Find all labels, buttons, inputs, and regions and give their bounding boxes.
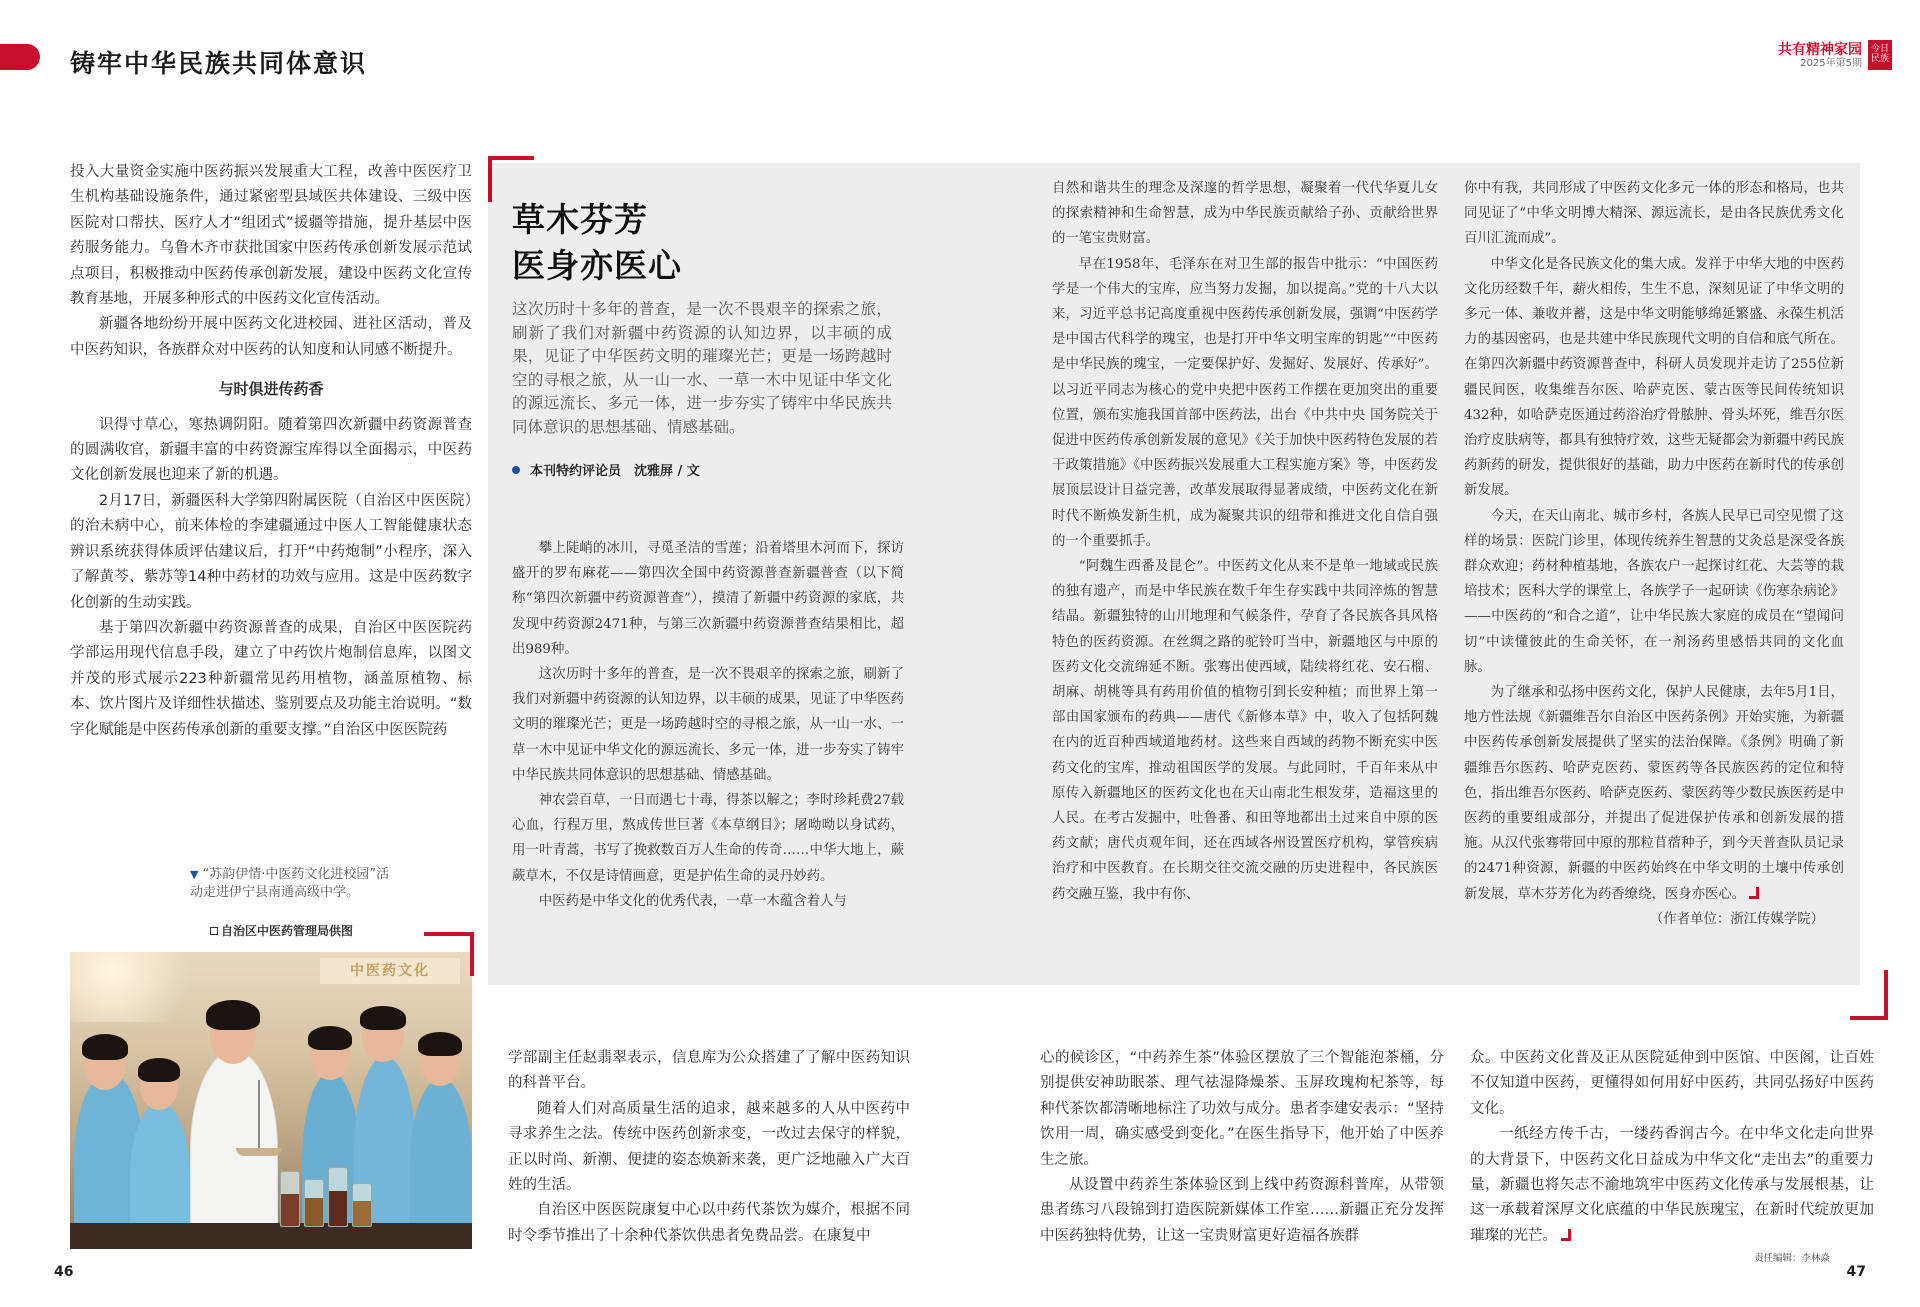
paragraph: 从设置中药养生茶体验区到上线中药资源科普库，从带领患者练习八段锦到打造医院新媒体工作室……新疆正充分发挥中医药独特优势，让这一宝贵财富更好造福各族群 (1040, 1177, 1444, 1244)
paragraph: 中医药是中华文化的优秀代表，一草一木蕴含着人与 (538, 893, 847, 909)
left-column-1 (70, 160, 472, 743)
photo-credit: 自治区中医药管理局供图 (210, 922, 353, 939)
classroom-photo (70, 952, 472, 1249)
herb-jar (328, 1167, 348, 1227)
student-hair (418, 1032, 462, 1056)
paragraph: 攀上陡峭的冰川，寻觅圣洁的雪莲；沿着塔里木河而下，探访盛开的罗布麻花——第四次全国中药资源普查新疆普查（以下简称“第四次新疆中药资源普查”），摸清了新疆中药资源的家底，共发现中药资源2471种，与第三次新疆中药资源普查结果相比，超出989种。 (512, 541, 904, 657)
display-counter (70, 1223, 472, 1249)
feature-column-a (512, 536, 904, 914)
caption-triangle-icon: ▼ (190, 868, 199, 881)
wall-sign: 中医药文化 (320, 958, 460, 984)
student-hair (308, 1026, 352, 1050)
feature-title (512, 197, 682, 289)
page-number-left: 46 (54, 1264, 74, 1280)
paragraph: 学部副主任赵翡翠表示，信息库为公众搭建了了解中医药知识的科普平台。 (508, 1050, 910, 1092)
end-mark-icon (1561, 1229, 1571, 1241)
paragraph: 今天，在天山南北、城市乡村，各族人民早已司空见惯了这样的场景：医院门诊里，体现传统养生智慧的艾灸总是深受各族群众欢迎；药材种植基地，各族农户一起探讨红花、大芸等的栽培技术；医科大学的课堂上，各族学子一起研读《伤寒杂病论》——中医药的“和合之道”，让中华民族大家庭的成员在“望闻问切”中读懂彼此的生命关怀，在一剂汤药里感悟共同的文化血脉。 (1464, 508, 1844, 675)
feature-lead: 这次历时十多年的普查，是一次不畏艰辛的探索之旅，刷新了我们对新疆中药资源的认知边界，以丰硕的成果，见证了中华医药文明的璀璨光芒；更是一场跨越时空的寻根之旅，从一山一水、一草一木中见证中华文化的源远流长、多元一体，进一步夯实了铸牢中华民族共同体意识的思想基础、情感基础。 (512, 300, 892, 436)
paragraph: 新疆各地纷纷开展中医药文化进校园、进社区活动，普及中医药知识，各族群众对中医药的认知度和认同感不断提升。 (70, 316, 472, 358)
feature-column-c (1464, 176, 1844, 932)
paragraph: 自治区中医医院康复中心以中药代茶饮为媒介，根据不同时令季节推出了十余种代茶饮供患者免费品尝。在康复中 (508, 1202, 910, 1244)
magazine-badge: 今日民族 (1868, 40, 1892, 70)
herb-jar (280, 1171, 300, 1227)
issue-number: 2025年第5期 (1800, 58, 1862, 69)
paragraph: 2月17日，新疆医科大学第四附属医院（自治区中医医院）的治未病中心，前来体检的李建疆通过中医人工智能健康状态辨识系统获得体质评估建议后，打开“中药炮制”小程序，深入了解黄芩、紫苏等14种中药材的功效与应用。这是中医药数字化创新的生动实践。 (70, 492, 472, 611)
paragraph: 投入大量资金实施中医药振兴发展重大工程，改善中医医疗卫生机构基础设施条件，通过紧密型县域医共体建设、三级中医医院对口帮扶、医疗人才“组团式”援疆等措施，提升基层中医药服务能力。乌鲁木齐市获批国家中医药传承创新发展示范试点项目，积极推动中医药传承创新发展，建设中医药文化宣传教育基地，开展多种形式的中医药文化宣传活动。 (70, 164, 472, 308)
credit-box-icon (210, 927, 218, 935)
paragraph: 众。中医药文化普及正从医院延伸到中医馆、中医阁，让百姓不仅知道中医药，更懂得如何用好中医药，共同弘扬好中医药文化。 (1470, 1050, 1874, 1117)
byline-dot-icon (512, 466, 520, 474)
page-number-right: 47 (1846, 1264, 1866, 1280)
paragraph: 这次历时十多年的普查，是一次不畏艰辛的探索之旅，刷新了我们对新疆中药资源的认知边界，以丰硕的成果，见证了中华医药文明的璀璨光芒；更是一场跨越时空的寻根之旅，从一山一水、一草一木中见证中华文化的源远流长、多元一体，进一步夯实了铸牢中华民族共同体意识的思想基础、情感基础。 (512, 667, 904, 783)
paragraph: 一纸经方传千古，一缕药香润古今。在中华文化走向世界的大背景下，中医药文化日益成为中华文化“走出去”的重要力量，新疆也将矢志不渝地筑牢中医药文化传承与发展根基，让这一承载着深厚文化底蕴的中华民族瑰宝，在新时代绽放更加璀璨的光芒。 (1470, 1126, 1874, 1244)
paragraph: “阿魏生西番及昆仑”。中医药文化从来不是单一地域或民族的独有遗产，而是中华民族在数千年生存实践中共同淬炼的智慧结晶。新疆独特的山川地理和气候条件，孕育了各民族各具风格特色的医药资源。在丝绸之路的驼铃叮当中，新疆地区与中原的医药文化交流绵延不断。张骞出使西域，陆续将红花、安石榴、胡麻、胡桃等具有药用价值的植物引到长安种植；而世界上第一部由国家颁布的药典——唐代《新修本草》中，收入了包括阿魏在内的近百种西域道地药材。这些来自西域的药物不断充实中医药文化的宝库，推动祖国医学的发展。与此同时，千百年来从中原传入新疆地区的医药文化也在天山南北生根发芽，造福这里的人民。在考古发掘中，吐鲁番、和田等地都出土过来自中原的医药文献；唐代贞观年间，还在西域各州设置医疗机构，掌管疾病治疗和中医教育。在长期交往交流交融的历史进程中，各民族医药交融互鉴，我中有你、 (1052, 559, 1438, 902)
column-brand: 共有精神家园 (1778, 42, 1862, 58)
paragraph: 识得寸草心，寒热调阴阳。随着第四次新疆中药资源普查的圆满收官，新疆丰富的中药资源宝库得以全面揭示，中医药文化创新发展也迎来了新的机遇。 (70, 416, 472, 484)
scale-pan (236, 1148, 282, 1156)
paragraph: 为了继承和弘扬中医药文化，保护人民健康，去年5月1日，地方性法规《新疆维吾尔自治区中医药条例》开始实施，为新疆中医药传承创新发展提供了坚实的法治保障。《条例》明确了新疆维吾尔医药、哈萨克医药、蒙医药等各民族医药的定位和特色，指出维吾尔医药、哈萨克医药、蒙医药等少数民族医药是中医药的重要组成部分，并提出了促进保护传承和创新发展的措施。从汉代张骞带回中原的那粒苜蓿种子，到今天普查队员记录的2471种资源，新疆的中医药始终在中华文明的土壤中传承创新发展，草木芬芳化为药香缭绕，医身亦医心。 (1464, 685, 1844, 902)
hand-scale (258, 1080, 260, 1150)
paragraph: 基于第四次新疆中药资源普查的成果，自治区中医医院药学部运用现代信息手段，建立了中药饮片炮制信息库，以图文并茂的形式展示223种新疆常见药用植物，涵盖原植物、标本、饮片图片及详细性状描述、鉴别要点及功能主治说明。“数字化赋能是中医药传承创新的重要支撑。”自治区中医医院药 (70, 619, 472, 738)
right-column-c-bottom (1470, 1046, 1874, 1249)
ceiling-lights (70, 952, 210, 1022)
herb-jar (304, 1179, 324, 1227)
left-column-2-bottom (508, 1046, 910, 1249)
corner-mark-top-right (424, 932, 474, 976)
end-mark-icon (1749, 887, 1759, 899)
corner-mark-bottom-right (1850, 970, 1888, 1020)
feature-title-line-1: 草木芬芳 (512, 200, 648, 239)
right-column-b-bottom (1040, 1046, 1444, 1249)
teacher-hair (206, 1000, 260, 1030)
feature-byline: 本刊特约评论员 沈雅屏 / 文 (512, 460, 700, 479)
paragraph: 神农尝百草，一日而遇七十毒，得茶以解之；李时珍耗费27载心血，行程万里，熬成传世巨著《本草纲目》；屠呦呦以身试药，用一叶青蒿，书写了挽救数百万人生命的传奇……中华大地上，蕨蕨草木，不仅是诗情画意，更是护佑生命的灵丹妙药。 (512, 793, 904, 884)
subheading: 与时俱进传药香 (218, 380, 324, 399)
responsible-editor: 责任编辑：李林焱 (1753, 1253, 1830, 1264)
photo-caption: ▼ “苏韵伊情·中医药文化进校园”活动走进伊宁县南通高级中学。 (190, 867, 390, 900)
paragraph: 自然和谐共生的理念及深邃的哲学思想，凝聚着一代代华夏儿女的探索精神和生命智慧，成为中华民族贡献给子孙、贡献给世界的一笔宝贵财富。 (1052, 181, 1438, 247)
section-tab-marker (0, 44, 40, 70)
section-title: 铸牢中华民族共同体意识 (70, 49, 368, 78)
paragraph: 心的候诊区，“中药养生茶”体验区摆放了三个智能泡茶桶，分别提供安神助眠茶、理气祛湿降燥茶、玉屏玫瑰枸杞茶等，每种代茶饮都清晰地标注了功效与成分。患者李建安表示：“坚持饮用一周，确实感受到变化。”在医生指导下，他开始了中医养生之旅。 (1040, 1050, 1444, 1168)
student-hair (360, 1006, 406, 1030)
feature-title-line-2: 医身亦医心 (512, 246, 682, 285)
paragraph: 你中有我，共同形成了中医药文化多元一体的形态和格局，也共同见证了“中华文明博大精深、源远流长，是由各民族优秀文化百川汇流而成”。 (1464, 181, 1844, 247)
paragraph: 中华文化是各民族文化的集大成。发祥于中华大地的中医药文化历经数千年，薪火相传，生生不息，深刻见证了中华文明的多元一体、兼收并蓄，这是中华文明能够绵延繁盛、永葆生机活力的基因密码，也是共建中华民族现代文明的自信和底气所在。在第四次新疆中药资源普查中，科研人员发现并走访了255位新疆民间医，收集维吾尔医、哈萨克医、蒙古医等民间传统知识432种，如哈萨克医通过药浴治疗骨脓肿、骨头坏死，维吾尔医治疗皮肤病等，都具有独特疗效，这些无疑都会为新疆中药民族药新药的研发，提供很好的基础，助力中医药在新时代的传承创新发展。 (1464, 256, 1844, 499)
feature-column-b (1052, 176, 1438, 907)
author-affiliation: （作者单位：浙江传媒学院） (1649, 911, 1824, 927)
paragraph: 随着人们对高质量生活的追求，越来越多的人从中医药中寻求养生之法。传统中医药创新求变，一改过去保守的样貌，正以时尚、新潮、便捷的姿态焕新来袭，更广泛地融入广大百姓的生活。 (508, 1100, 910, 1194)
corner-mark-top-left (488, 156, 534, 202)
magazine-masthead (1778, 42, 1862, 70)
student-hair (82, 1034, 128, 1060)
paragraph: 早在1958年，毛泽东在对卫生部的报告中批示：“中国医药学是一个伟大的宝库，应当努力发掘，加以提高。”党的十八大以来，习近平总书记高度重视中医药传承创新发展，强调“中医药学是中国古代科学的瑰宝，也是打开中华文明宝库的钥匙”“中医药是中华民族的瑰宝，一定要保护好、发掘好、发展好、传承好”。以习近平同志为核心的党中央把中医药工作摆在更加突出的重要位置，颁布实施我国首部中医药法，出台《中共中央 国务院关于促进中医药传承创新发展的意见》《关于加快中医药特色发展的若干政策措施》《中医药振兴发展重大工程实施方案》等，中医药发展顶层设计日益完善，改革发展取得显著成绩，中医药文化在新时代不断焕发新生机，成为凝聚共识的纽带和推进文化自信自强的一个重要抓手。 (1052, 256, 1438, 549)
student-hair (138, 1058, 180, 1082)
herb-jar (352, 1183, 372, 1227)
